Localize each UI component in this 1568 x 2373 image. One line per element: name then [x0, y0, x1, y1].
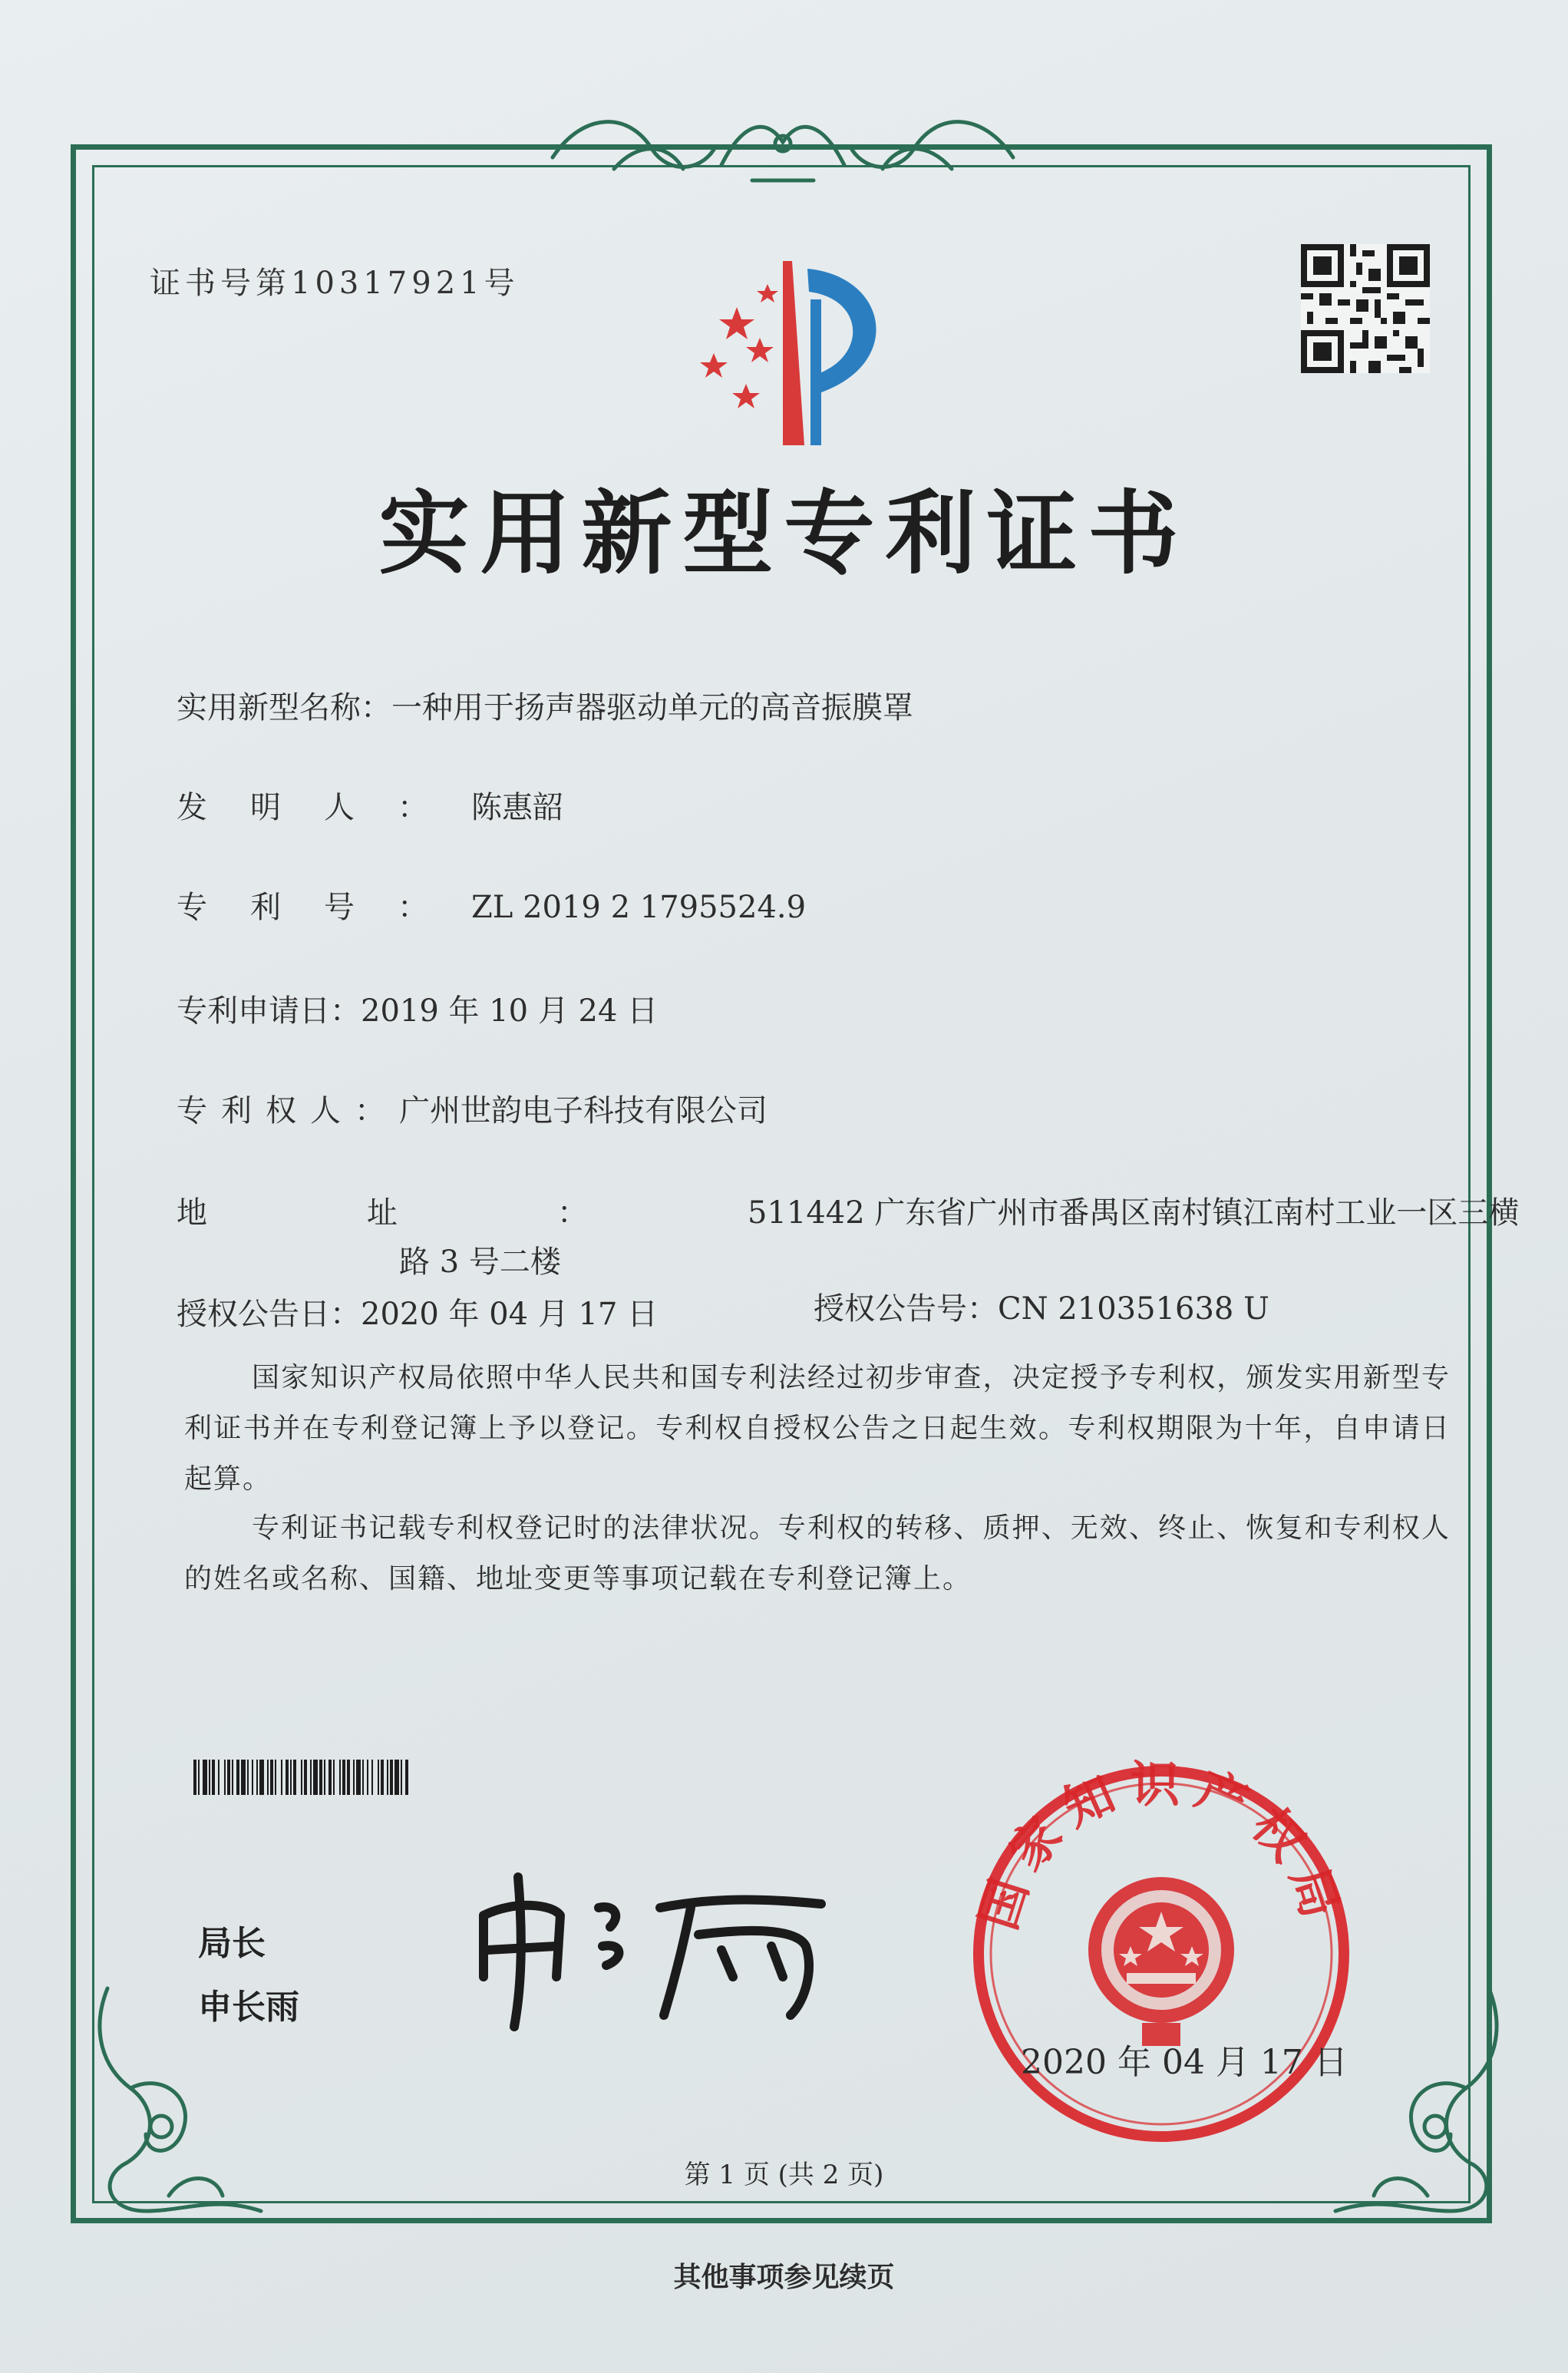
barcode-bar	[241, 1760, 246, 1795]
field-patentee	[177, 1086, 767, 1130]
label-address: 地址：	[177, 1195, 748, 1231]
barcode-bar	[353, 1760, 355, 1795]
label-patent-number: 专利号：	[177, 890, 471, 925]
barcode-bar	[227, 1760, 230, 1795]
label-name: 实用新型名称：	[177, 690, 391, 725]
barcode-bar	[193, 1760, 196, 1795]
director-name: 申长雨	[198, 1988, 299, 2027]
field-patent-number	[177, 883, 806, 927]
barcode-bar	[401, 1760, 402, 1795]
seal-date: 2020 年 04 月 17 日	[1021, 2043, 1348, 2082]
barcode-bar	[367, 1760, 368, 1795]
barcode-bar	[319, 1760, 322, 1795]
barcode-bar	[275, 1760, 276, 1795]
barcode-bar	[347, 1760, 350, 1795]
page-number: 第 1 页 (共 2 页)	[684, 2160, 884, 2190]
barcode-bar	[324, 1760, 325, 1795]
barcode-bar	[212, 1760, 215, 1795]
barcode-bar	[286, 1760, 289, 1795]
barcode-bar	[256, 1760, 258, 1795]
barcode-bar	[236, 1760, 239, 1795]
field-application-date	[177, 987, 658, 1030]
director-title: 局长	[198, 1924, 266, 1963]
certificate-title: 实用新型专利证书	[378, 481, 1190, 587]
barcode-bar	[371, 1760, 373, 1795]
barcode-bar	[252, 1760, 253, 1795]
top-ornament	[537, 96, 1028, 196]
certificate-number: 证书号第10317921号	[150, 266, 520, 301]
barcode-bar	[333, 1760, 335, 1795]
value-patentee: 广州世韵电子科技有限公司	[399, 1093, 767, 1129]
label-patentee: 专利权人：	[177, 1093, 399, 1129]
official-seal-icon	[966, 1758, 1357, 2150]
barcode-bar	[339, 1760, 341, 1795]
barcode-bar	[232, 1760, 233, 1795]
barcode-bar	[301, 1760, 302, 1795]
value-name: 一种用于扬声器驱动单元的高音振膜罩	[391, 690, 913, 725]
label-application-date: 专利申请日：	[177, 993, 361, 1029]
barcode-bar	[381, 1760, 384, 1795]
field-address	[177, 1188, 1519, 1232]
barcode-bar	[362, 1760, 364, 1795]
barcode-bar	[290, 1760, 292, 1795]
continuation-note: 其他事项参见续页	[673, 2261, 895, 2293]
barcode-bar	[293, 1760, 296, 1795]
qr-code-icon	[1301, 244, 1430, 373]
barcode-bar	[313, 1760, 318, 1795]
field-utility-model-name	[177, 683, 913, 727]
barcode-bar	[247, 1760, 249, 1795]
statement-paragraph-1: 国家知识产权局依照中华人民共和国专利法经过初步审查，决定授予专利权，颁发实用新型专利证书并在专利登记簿上予以登记。专利权自授权公告之日起生效。专利权期限为十年，自申请日起算。	[184, 1362, 1451, 1495]
value-address-line1: 511442 广东省广州市番禺区南村镇江南村工业一区三横	[748, 1195, 1520, 1231]
barcode-bar	[390, 1760, 393, 1795]
handwritten-signature	[468, 1862, 837, 2038]
barcode-bar	[304, 1760, 307, 1795]
value-patent-number: ZL 2019 2 1795524.9	[471, 890, 807, 925]
barcode-bar	[405, 1760, 408, 1795]
barcode-bar	[270, 1760, 273, 1795]
label-grant-date: 授权公告日：	[177, 1297, 361, 1332]
barcode-bar	[310, 1760, 312, 1795]
barcode-bar	[203, 1760, 207, 1795]
value-grant-number: CN 210351638 U	[998, 1291, 1269, 1327]
barcode-bar	[209, 1760, 210, 1795]
statement-paragraph-2: 专利证书记载专利权登记时的法律状况。专利权的转移、质押、无效、终止、恢复和专利权人的姓名或名称、国籍、地址变更等事项记载在专利登记簿上。	[184, 1512, 1451, 1595]
value-inventor: 陈惠韶	[471, 790, 563, 825]
label-grant-number: 授权公告号：	[814, 1291, 998, 1327]
patent-office-logo-icon	[660, 253, 913, 453]
seal-text: 国家知识产权局	[970, 1758, 1352, 1937]
barcode-bar	[328, 1760, 332, 1795]
barcode-bar	[281, 1760, 282, 1795]
barcode-bar	[218, 1760, 220, 1795]
barcode-bar	[342, 1760, 345, 1795]
barcode-bar	[356, 1760, 361, 1795]
barcode-bar	[198, 1760, 200, 1795]
field-grant-date	[177, 1290, 658, 1334]
field-inventor	[177, 783, 563, 827]
barcode-bar	[224, 1760, 226, 1795]
barcode-bar	[267, 1760, 269, 1795]
value-application-date: 2019 年 10 月 24 日	[361, 993, 659, 1029]
value-address-line2: 路 3 号二楼	[399, 1244, 561, 1280]
barcode-icon	[193, 1760, 623, 1795]
barcode-bar	[394, 1760, 399, 1795]
field-grant-number	[814, 1284, 1269, 1328]
value-grant-date: 2020 年 04 月 17 日	[361, 1297, 659, 1332]
label-inventor: 发明人：	[177, 790, 471, 825]
barcode-bar	[378, 1760, 379, 1795]
barcode-bar	[259, 1760, 264, 1795]
barcode-bar	[387, 1760, 388, 1795]
